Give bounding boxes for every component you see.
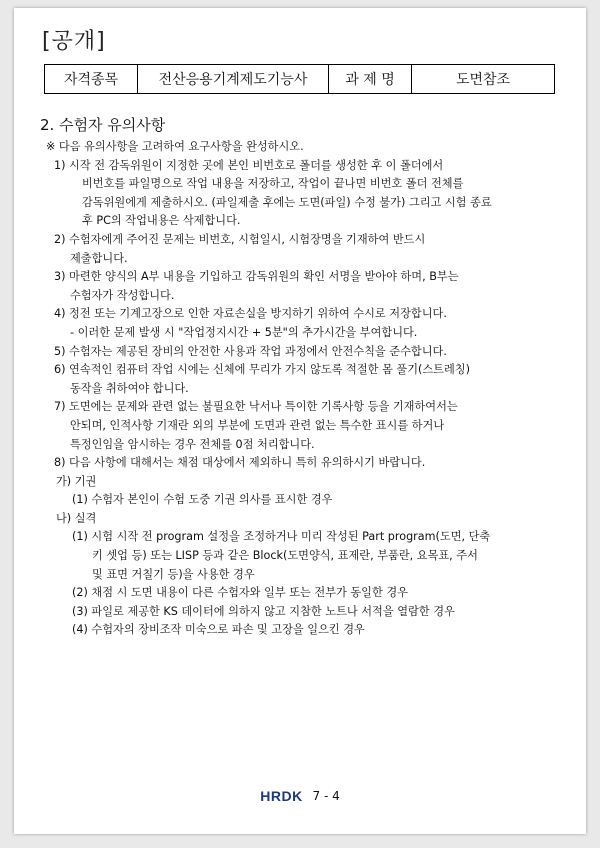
list-item: 2) 수험자에게 주어진 문제는 비번호, 시험일시, 시험장명을 기재하여 반드시	[54, 232, 426, 246]
list-item: 나) 실격	[56, 511, 97, 525]
list-item: 키 셋업 등) 또는 LISP 등과 같은 Block(도면양식, 표제란, 부품란, 요목표, 주서	[92, 549, 478, 563]
list-item: 7) 도면에는 문제와 관련 없는 불필요한 낙서나 특이한 기록사항 등을 기재하여서는	[54, 400, 458, 414]
list-item: (2) 채점 시 도면 내용이 다른 수험자와 일부 또는 전부가 동일한 경우	[72, 586, 408, 600]
notice-line: ※ 다음 유의사항을 고려하여 요구사항을 완성하시오.	[46, 140, 304, 153]
list-item: 6) 연속적인 컴퓨터 작업 시에는 신체에 무리가 가지 않도록 적절한 몸 풀기(스트레칭)	[54, 363, 470, 377]
instructions-list	[40, 138, 570, 640]
document-page	[14, 8, 586, 834]
info-table	[44, 64, 555, 94]
page-number: 7 - 4	[312, 789, 340, 803]
list-item: 제출합니다.	[70, 251, 128, 265]
list-item: 수험자가 작성합니다.	[70, 288, 175, 302]
list-item: 1) 시작 전 감독위원이 지정한 곳에 본인 비번호로 폴더를 생성한 후 이 폴더에서	[54, 158, 444, 172]
list-item: (3) 파일로 제공한 KS 데이터에 의하지 않고 지참한 노트나 서적을 열람한 경우	[72, 604, 455, 618]
hrdk-logo: HRDK	[260, 788, 303, 804]
list-item: 및 표면 거칠기 등)을 사용한 경우	[92, 567, 255, 581]
label-task: 과 제 명	[329, 65, 412, 94]
section-title: 2. 수험자 유의사항	[40, 116, 166, 134]
list-item: 5) 수험자는 제공된 장비의 안전한 사용과 작업 과정에서 안전수칙을 준수합니다.	[54, 344, 447, 358]
qualification-value: 전산응용기계제도기능사	[138, 65, 329, 94]
list-item: 감독위원에게 제출하시오. (파일제출 후에는 도면(파일) 수정 불가) 그리고 시험 종료	[82, 195, 492, 209]
disclosure-label: [공개]	[42, 29, 106, 54]
label-qualification: 자격종목	[45, 65, 138, 94]
list-item: 동작을 취하여야 합니다.	[70, 381, 189, 395]
list-item: (4) 수험자의 장비조작 미숙으로 파손 및 고장을 일으킨 경우	[72, 623, 365, 637]
list-item: 후 PC의 작업내용은 삭제합니다.	[82, 214, 241, 228]
list-item: 가) 기권	[56, 474, 97, 488]
list-item: (1) 시험 시작 전 program 설정을 조정하거나 미리 작성된 Part program(도면, 단축	[72, 530, 491, 544]
list-item: 3) 마련한 양식의 A부 내용을 기입하고 감독위원의 확인 서명을 받아야 하며, B부는	[54, 270, 459, 284]
list-item: 비번호를 파일명으로 작업 내용을 저장하고, 작업이 끝나면 비번호 폴더 전체를	[82, 177, 464, 191]
list-item: 8) 다음 사항에 대해서는 채점 대상에서 제외하니 특히 유의하시기 바랍니다.	[54, 456, 426, 470]
list-item: 4) 정전 또는 기계고장으로 인한 자료손실을 방지하기 위하여 수시로 저장합니다.	[54, 307, 447, 321]
list-item: - 이러한 문제 발생 시 "작업정지시간 + 5분"의 추가시간을 부여합니다.	[70, 325, 418, 339]
list-item: (1) 수험자 본인이 수험 도중 기권 의사를 표시한 경우	[72, 493, 333, 507]
list-item: 특정인임을 암시하는 경우 전체를 0점 처리합니다.	[70, 437, 315, 451]
page-footer	[14, 788, 586, 804]
list-item: 안되며, 인적사항 기재란 외의 부분에 도면과 관련 없는 특수한 표시를 하거나	[70, 418, 445, 432]
task-value: 도면참조	[412, 65, 555, 94]
